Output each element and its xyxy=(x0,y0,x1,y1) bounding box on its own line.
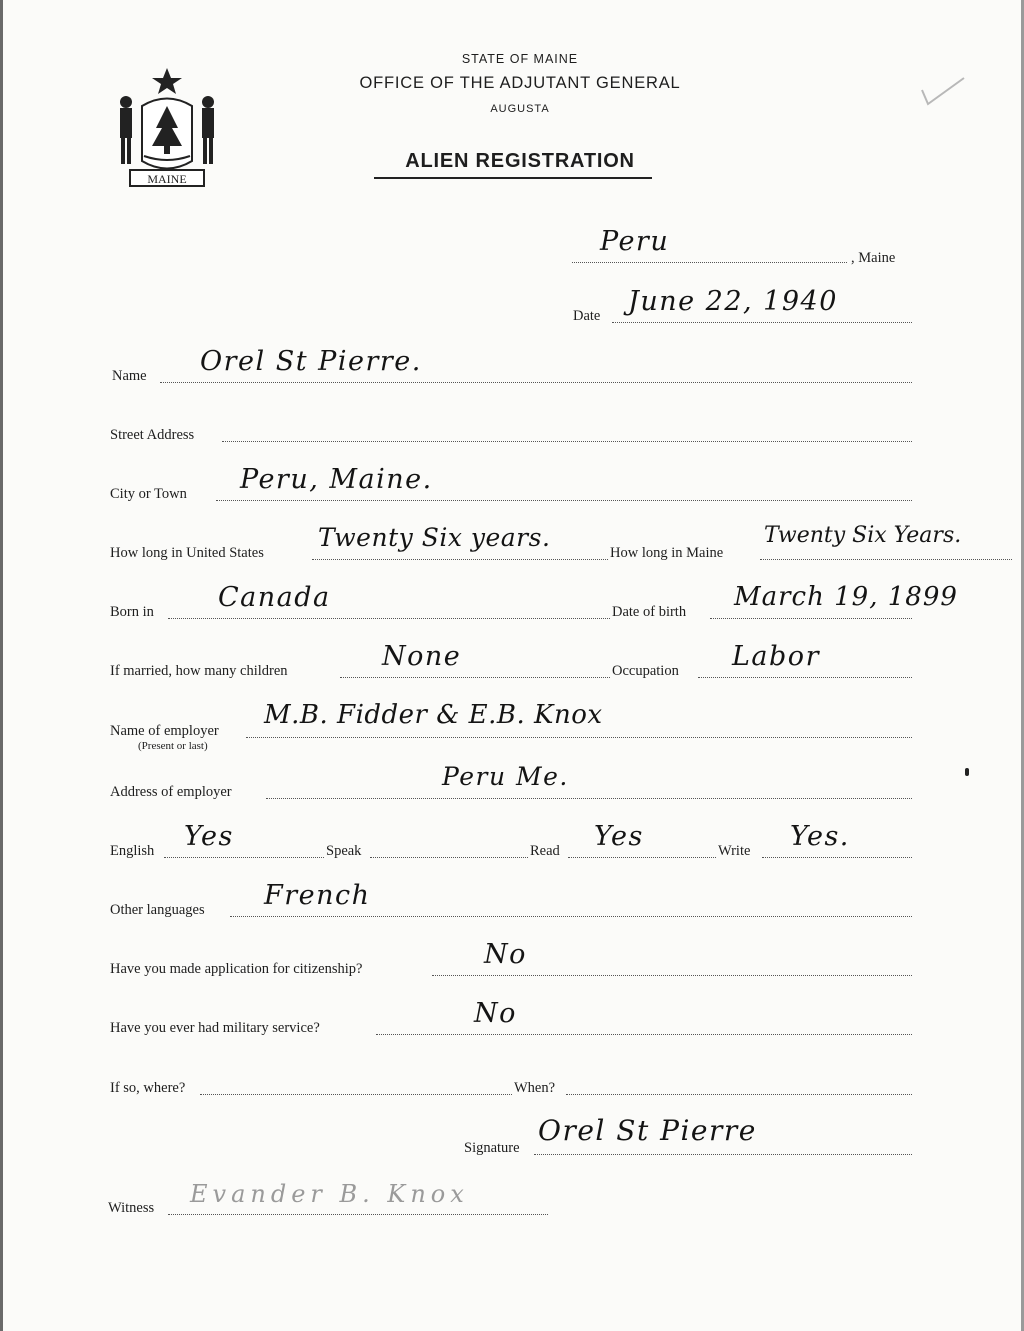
witness-label: Witness xyxy=(108,1200,155,1216)
military-dots xyxy=(376,1034,912,1035)
employer-address-label: Address of employer xyxy=(110,784,232,800)
how-long-us-label: How long in United States xyxy=(110,545,264,561)
when-label: When? xyxy=(514,1080,556,1096)
write-label: Write xyxy=(718,843,751,859)
other-languages-label: Other languages xyxy=(110,902,205,918)
form-title: ALIEN REGISTRATION xyxy=(405,150,635,172)
read-value: Yes xyxy=(594,821,644,852)
name-label: Name xyxy=(112,368,147,384)
military-label: Have you ever had military service? xyxy=(110,1020,320,1036)
occupation-label: Occupation xyxy=(612,663,679,679)
date-value: June 22, 1940 xyxy=(628,286,838,317)
header-office: OFFICE OF THE ADJUTANT GENERAL xyxy=(359,74,681,92)
born-in-label: Born in xyxy=(110,604,154,620)
occupation-dots xyxy=(698,677,912,678)
speak-dots xyxy=(370,857,528,858)
employer-note: (Present or last) xyxy=(138,740,208,752)
read-dots xyxy=(568,857,716,858)
born-in-value: Canada xyxy=(218,582,331,613)
children-value: None xyxy=(382,641,462,672)
employer-address-value: Peru Me. xyxy=(442,762,569,791)
how-long-us-value: Twenty Six years. xyxy=(318,523,551,552)
place-suffix-label: , Maine xyxy=(851,250,896,266)
how-long-maine-value: Twenty Six Years. xyxy=(764,523,962,548)
date-of-birth-value: March 19, 1899 xyxy=(734,582,958,612)
header-state: STATE OF MAINE xyxy=(461,52,579,66)
speak-label: Speak xyxy=(326,843,362,859)
citizenship-dots xyxy=(432,975,912,976)
street-address-label: Street Address xyxy=(110,427,195,443)
children-dots xyxy=(340,677,610,678)
employer-value: M.B. Fidder & E.B. Knox xyxy=(264,700,603,730)
other-languages-value: French xyxy=(264,880,371,911)
english-value: Yes xyxy=(184,821,234,852)
name-value: Orel St Pierre. xyxy=(200,346,422,377)
street-address-dots xyxy=(222,441,912,442)
city-label: City or Town xyxy=(110,486,187,502)
employer-address-dots xyxy=(266,798,912,799)
signature-value: Orel St Pierre xyxy=(538,1114,757,1147)
signature-label: Signature xyxy=(464,1140,520,1156)
employer-dots xyxy=(246,737,912,738)
date-of-birth-label: Date of birth xyxy=(612,604,687,620)
where-dots xyxy=(200,1094,512,1095)
place-dots xyxy=(572,262,847,263)
read-label: Read xyxy=(530,843,560,859)
title-underline xyxy=(374,177,652,179)
write-dots xyxy=(762,857,912,858)
city-value: Peru, Maine. xyxy=(240,464,433,495)
other-languages-dots xyxy=(230,916,912,917)
write-value: Yes. xyxy=(790,821,850,852)
english-dots xyxy=(164,857,324,858)
english-label: English xyxy=(110,843,155,859)
city-dots xyxy=(216,500,912,501)
witness-value: Evander B. Knox xyxy=(190,1180,469,1208)
born-in-dots xyxy=(168,618,610,619)
how-long-us-dots xyxy=(312,559,608,560)
when-dots xyxy=(566,1094,912,1095)
citizenship-value: No xyxy=(484,939,527,970)
children-label: If married, how many children xyxy=(110,663,288,679)
name-dots xyxy=(160,382,912,383)
employer-label: Name of employer xyxy=(110,723,219,739)
seal-lettering: MAINE xyxy=(147,172,187,186)
how-long-maine-label: How long in Maine xyxy=(610,545,724,561)
date-dots xyxy=(612,322,912,323)
ink-speck xyxy=(965,768,969,776)
military-value: No xyxy=(474,998,517,1029)
place-value: Peru xyxy=(600,226,670,257)
witness-dots xyxy=(168,1214,548,1215)
signature-dots xyxy=(534,1154,912,1155)
how-long-maine-dots xyxy=(760,559,1012,560)
where-label: If so, where? xyxy=(110,1080,186,1096)
occupation-value: Labor xyxy=(732,641,820,672)
date-of-birth-dots xyxy=(710,618,912,619)
header-city: AUGUSTA xyxy=(490,103,550,115)
citizenship-label: Have you made application for citizenship? xyxy=(110,961,363,977)
date-label: Date xyxy=(573,308,601,324)
